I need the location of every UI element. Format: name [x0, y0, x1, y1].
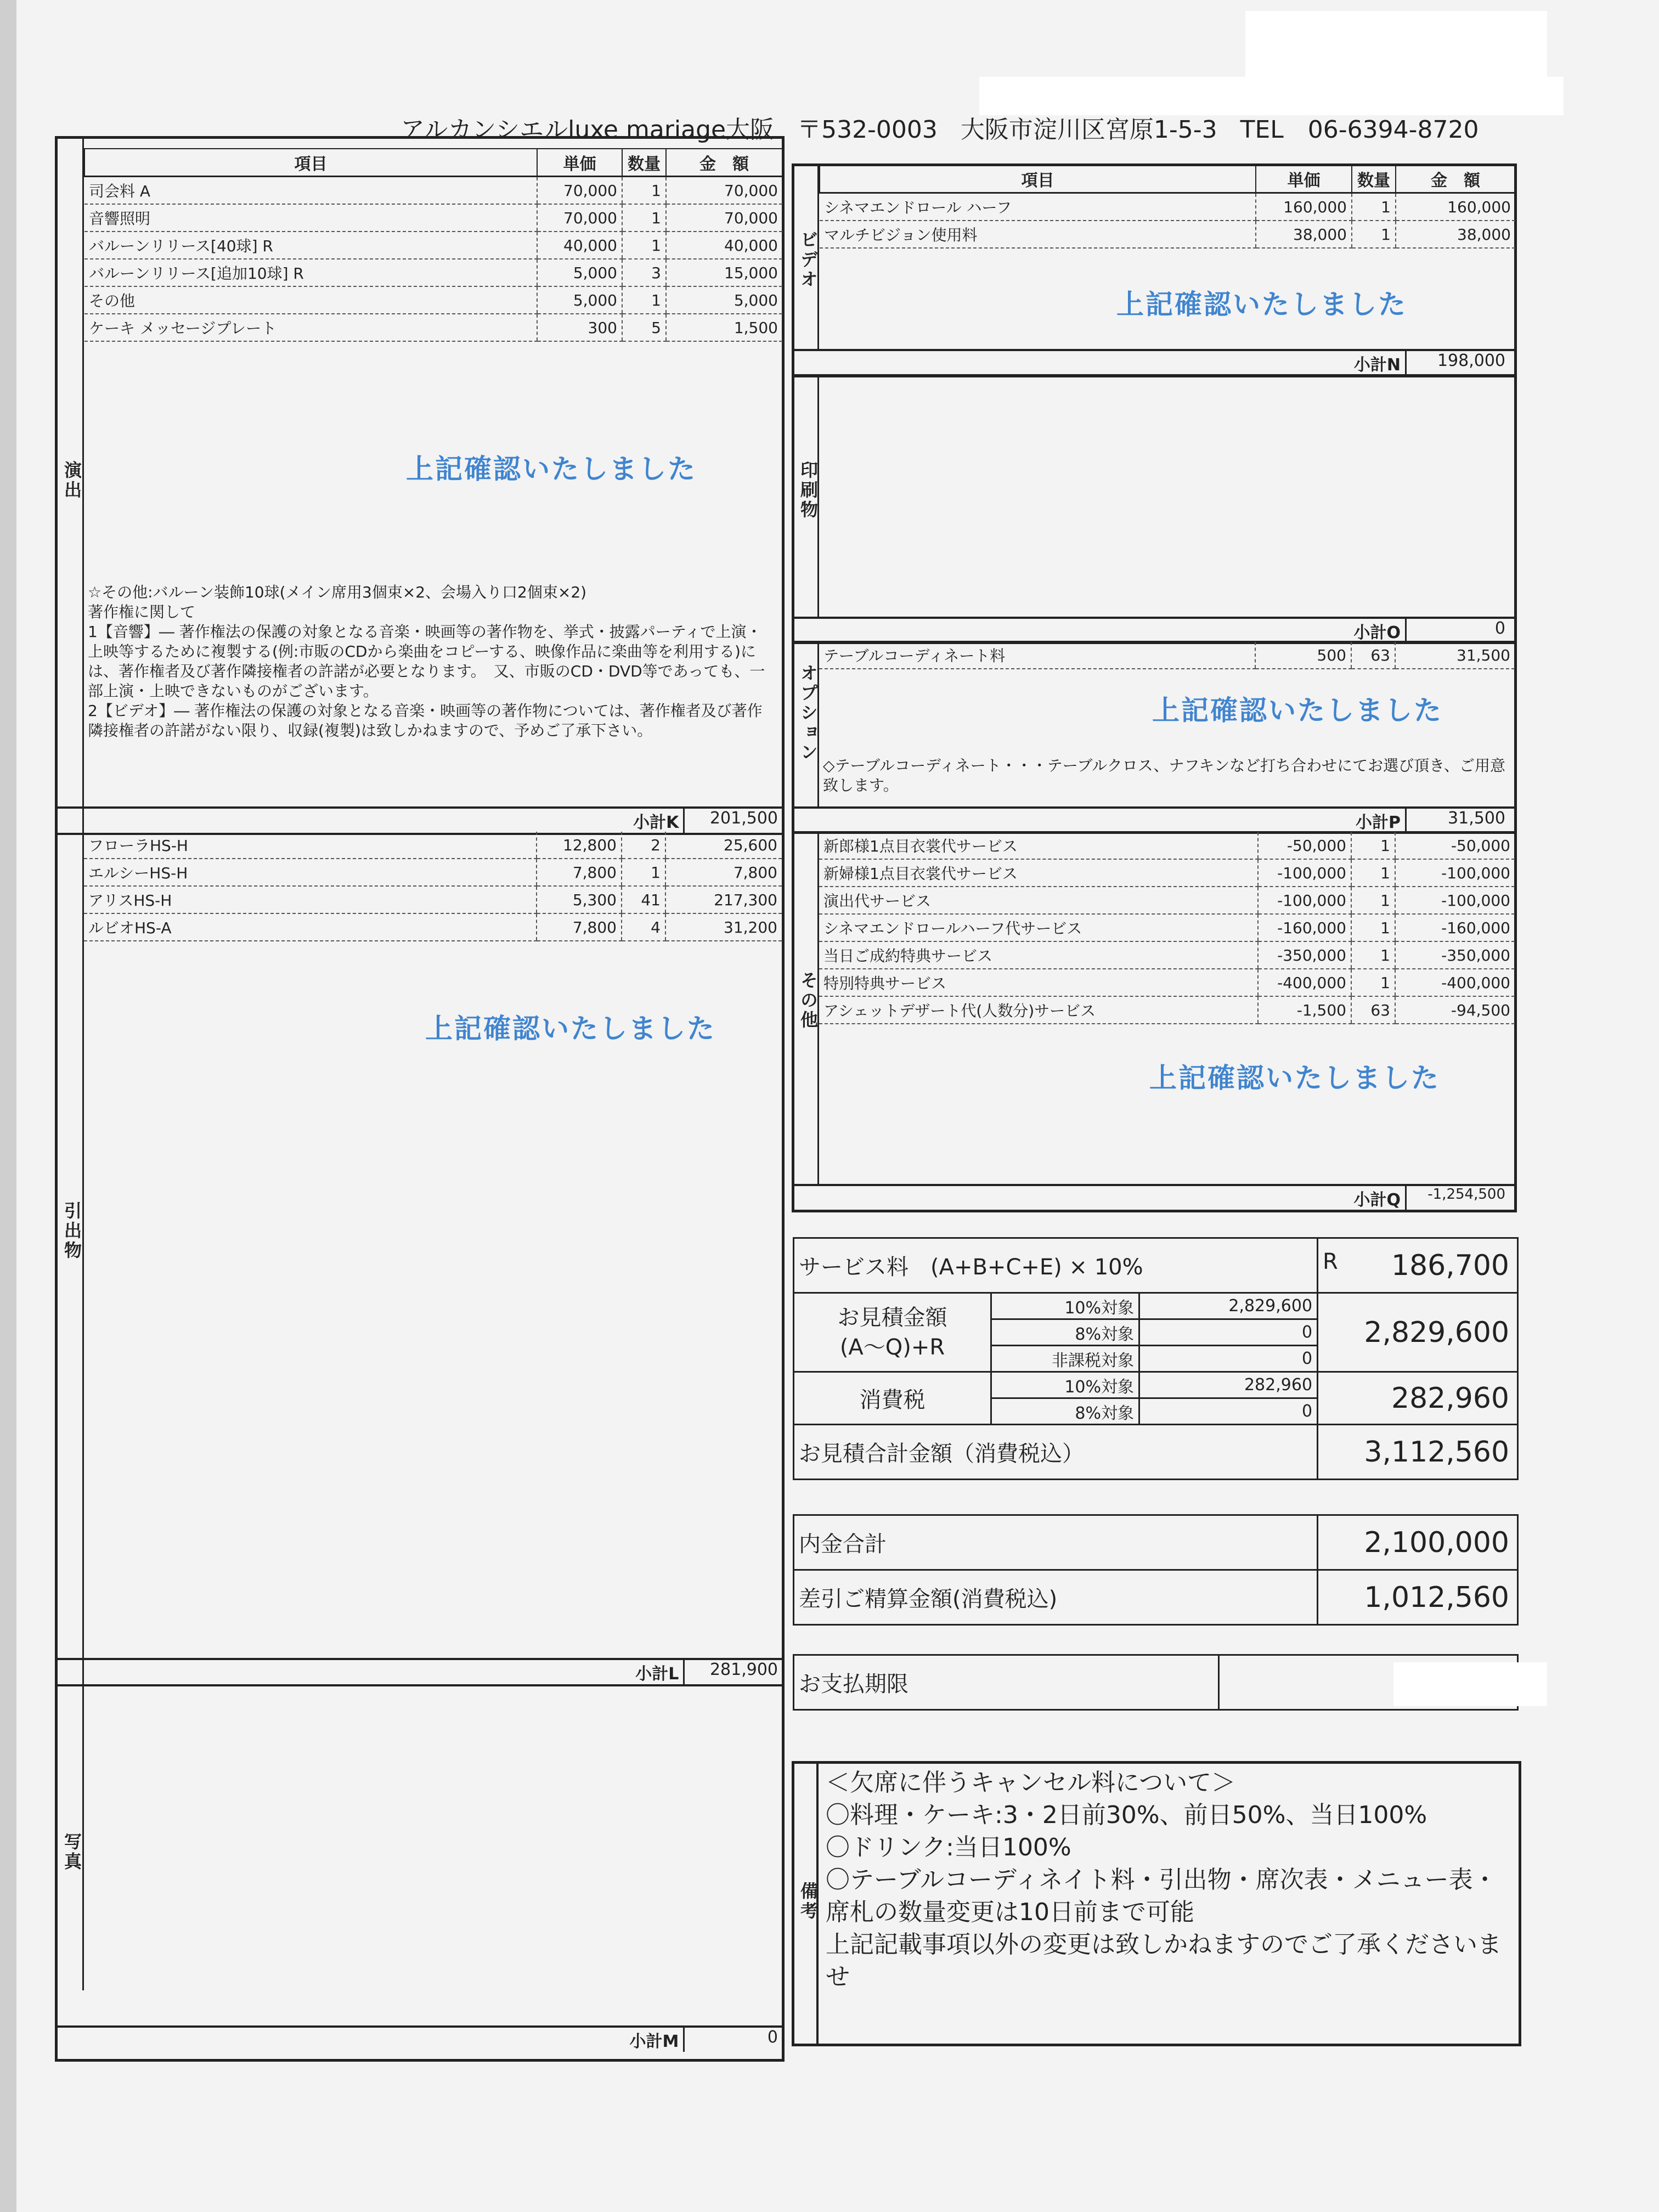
remarks-line: 〇テーブルコーディネイト料・引出物・席次表・メニュー表・席札の数量変更は10日前まで可能 — [826, 1866, 1497, 1926]
note-audio: 1【音響】― 著作権法の保護の対象となる音楽・映画等の著作物を、挙式・披露パーティで上演・上映等するために複製する(例:市販のCDから楽曲をコピーする、映像作品に楽曲等を利用する)には、著作権者及び著作隣接権者の許諾が必要となります。 又、市販のCD・DVD等であっても、一部上演・上映できないものがございます。 — [88, 623, 765, 700]
left-label-divider — [82, 136, 84, 1990]
confirm-stamp: 上記確認いたしました — [1152, 695, 1443, 726]
tax-label: 消費税 — [794, 1372, 991, 1425]
table-row: シネマエンドロールハーフ代サービス -160,000 1 -160,000 — [819, 914, 1515, 941]
section-label-insatsu: 印刷物 — [798, 461, 819, 520]
subtotal-k: 小計K 201,500 — [55, 806, 785, 833]
col-item: 項目 — [820, 165, 1256, 193]
section-label-remarks: 備考 — [798, 1882, 819, 1921]
grand-total-label: お見積合計金額（消費税込） — [794, 1425, 1318, 1480]
table-row: テーブルコーディネート料 500 63 31,500 — [819, 642, 1515, 669]
subtotal-n: 小計N 198,000 — [792, 349, 1517, 375]
postal-code: 〒532-0003 — [797, 116, 938, 144]
deposit-value: 2,100,000 — [1318, 1515, 1518, 1570]
video-table — [819, 165, 1516, 249]
col-amount: 金 額 — [1396, 165, 1515, 193]
remarks-text — [826, 1767, 1511, 1993]
option-block — [792, 641, 1517, 834]
summary-table: サービス料 (A+B+C+E) × 10% R 186,700 お見積金額 (A～Q)+R 10%対象 2,829,600 2,829,600 8%対象 0 非課税対象 0 消費税 10%対象 282,960 282,960 8%対象 0 お見積合計金額（消費税込） 3,112,560 — [793, 1237, 1519, 1480]
estimate-label: お見積金額 (A～Q)+R — [794, 1293, 991, 1372]
table-row: ケーキ メッセージプレート 300 5 1,500 — [84, 314, 782, 341]
deposit-label: 内金合計 — [794, 1515, 1318, 1570]
table-row: 新婦様1点目衣裳代サービス -100,000 1 -100,000 — [819, 859, 1515, 887]
enshutsu-notes — [88, 583, 774, 741]
table-row: 新郎様1点目衣裳代サービス -50,000 1 -50,000 — [819, 832, 1515, 859]
tax-total: 282,960 — [1318, 1372, 1518, 1425]
subtotal-m: 小計M 0 — [55, 2025, 785, 2052]
note-video: 2【ビデオ】― 著作権法の保護の対象となる音楽・映画等の著作物については、著作権者及び著作隣接権者の許諾がない限り、収録(複製)は致しかねますので、予めご了承下さい。 — [88, 702, 763, 740]
col-amount: 金 額 — [666, 149, 782, 177]
subtotal-l: 小計L 281,900 — [55, 1658, 785, 1684]
section-label-option: オプション — [798, 664, 819, 763]
table-row: バルーンリリース[40球] R 40,000 1 40,000 — [84, 232, 782, 259]
option-table — [819, 642, 1515, 669]
divider — [55, 1684, 785, 1686]
redaction-due-date — [1393, 1662, 1547, 1706]
confirm-stamp: 上記確認いたしました — [425, 1013, 716, 1045]
due-label: お支払期限 — [794, 1655, 1219, 1710]
table-row: 演出代サービス -100,000 1 -100,000 — [819, 887, 1515, 914]
insatsu-block — [792, 374, 1517, 644]
address: 大阪市淀川区宮原1-5-3 — [960, 116, 1217, 144]
enshutsu-table — [84, 148, 783, 342]
col-qty: 数量 — [622, 149, 666, 177]
table-row: 音響照明 70,000 1 70,000 — [84, 204, 782, 232]
section-label-sonota: その他 — [798, 971, 819, 1030]
col-qty: 数量 — [1352, 165, 1396, 193]
table-row: シネマエンドロール ハーフ 160,000 1 160,000 — [820, 193, 1515, 221]
table-row: 当日ご成約特典サービス -350,000 1 -350,000 — [819, 941, 1515, 969]
confirm-stamp: 上記確認いたしました — [406, 453, 697, 485]
table-row: マルチビジョン使用料 38,000 1 38,000 — [820, 221, 1515, 248]
table-row: その他 5,000 1 5,000 — [84, 286, 782, 314]
col-unit-price: 単価 — [1256, 165, 1352, 193]
table-row: エルシーHS-H 7,800 1 7,800 — [84, 859, 782, 886]
section-label-video: ビデオ — [798, 230, 819, 290]
remarks-line: 〇料理・ケーキ:3・2日前30%、前日50%、当日100% — [826, 1801, 1427, 1829]
confirm-stamp: 上記確認いたしました — [1149, 1062, 1440, 1094]
sonota-table — [819, 832, 1515, 1024]
subtotal-o: 小計O 0 — [792, 617, 1517, 643]
note-copyright-heading: 著作権に関して — [88, 603, 196, 621]
col-unit-price: 単価 — [537, 149, 622, 177]
grand-total-value: 3,112,560 — [1318, 1425, 1518, 1480]
table-row: ルビオHS-A 7,800 4 31,200 — [84, 913, 782, 941]
remarks-line: ＜欠席に伴うキャンセル料について＞ — [826, 1769, 1236, 1797]
remarks-line: 上記記載事項以外の変更は致しかねますのでご了承くださいませ — [826, 1931, 1502, 1991]
col-item: 項目 — [84, 149, 537, 177]
balance-label: 差引ご精算金額(消費税込) — [794, 1570, 1318, 1625]
note-balloon: ☆その他:バルーン装飾10球(メイン席用3個束×2、会場入り口2個束×2) — [88, 583, 587, 601]
table-row: 特別特典サービス -400,000 1 -400,000 — [819, 969, 1515, 996]
table-row: アシェットデザート代(人数分)サービス -1,500 63 -94,500 — [819, 996, 1515, 1024]
company-name: アルカンシエルluxe mariage大阪 — [400, 116, 775, 144]
subtotal-p: 小計P 31,500 — [792, 806, 1517, 833]
subtotal-q: 小計Q -1,254,500 — [792, 1184, 1517, 1210]
section-label-enshutsu: 演出 — [61, 461, 82, 500]
estimate-total: 2,829,600 — [1318, 1293, 1518, 1372]
table-row: バルーンリリース[追加10球] R 5,000 3 15,000 — [84, 259, 782, 286]
balance-value: 1,012,560 — [1318, 1570, 1518, 1625]
table-row: アリスHS-H 5,300 41 217,300 — [84, 886, 782, 913]
option-note: ◇テーブルコーディネート・・・テーブルクロス、ナフキンなど打ち合わせにてお選び頂き、ご用意致します。 — [823, 757, 1506, 794]
section-label-hikidemono: 引出物 — [61, 1201, 82, 1261]
confirm-stamp: 上記確認いたしました — [1116, 289, 1407, 320]
remarks-line: 〇ドリンク:当日100% — [826, 1833, 1071, 1861]
service-charge-value: R 186,700 — [1318, 1238, 1518, 1293]
telephone: TEL 06-6394-8720 — [1240, 116, 1479, 144]
section-label-shashin: 写真 — [61, 1832, 82, 1872]
hikidemono-table — [84, 832, 782, 941]
payment-table — [793, 1514, 1519, 1626]
left-block — [55, 136, 785, 2062]
service-charge-row — [794, 1238, 1518, 1293]
table-row: 司会料 A 70,000 1 70,000 — [84, 177, 782, 205]
redaction-top-right — [1245, 11, 1547, 82]
table-row: フローラHS-H 12,800 2 25,600 — [84, 832, 782, 859]
service-charge-label: サービス料 (A+B+C+E) × 10% — [794, 1238, 1318, 1293]
